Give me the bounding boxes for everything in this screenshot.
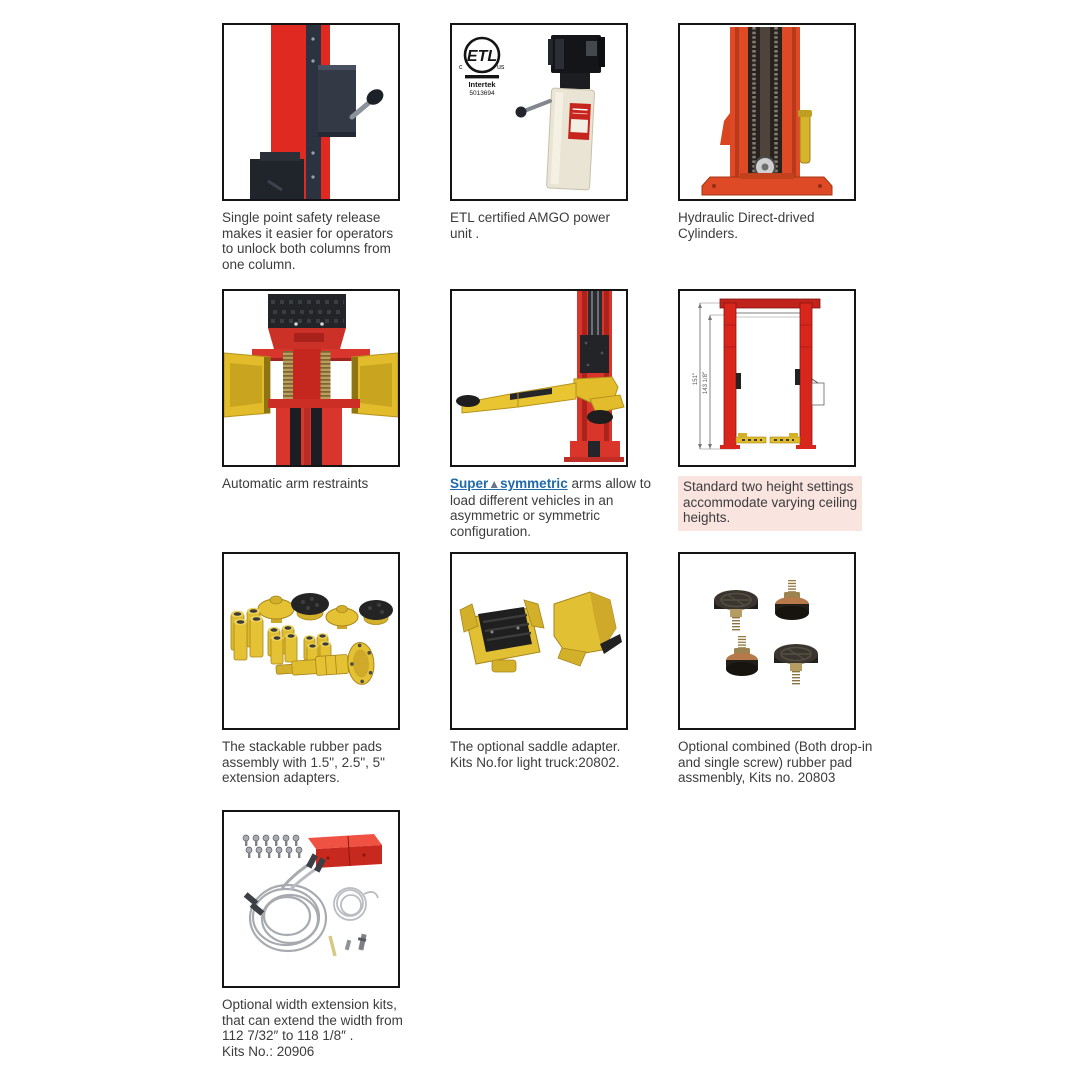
caption-line: assmenbly, Kits no. 20803 <box>678 770 836 785</box>
feature-cell-power-unit <box>450 23 660 241</box>
caption-line: Automatic arm restraints <box>222 476 369 491</box>
feature-cell-cylinders <box>678 23 888 241</box>
height-settings-diagram-frame <box>678 289 856 467</box>
oil-tank <box>546 88 594 190</box>
power-unit-caption <box>450 210 650 241</box>
caption-line: Optional combined (Both drop-in <box>678 739 873 754</box>
column-rail-right <box>782 27 800 179</box>
caption-line: that can extend the width from <box>222 1012 403 1028</box>
feature-cell-combined-pads <box>678 552 888 786</box>
caption-line: Super▲symmetric arms allow to <box>450 476 651 491</box>
base-plate <box>702 177 832 195</box>
svg-text:ETL: ETL <box>466 48 498 65</box>
rubber-pads-caption <box>222 739 422 786</box>
arm-restraints-photo-frame <box>222 289 400 467</box>
combined-pads-photo-frame <box>678 552 856 730</box>
caption-line: Kits No.: 20906 <box>222 1043 315 1059</box>
caption-line: 112 7/32″ to 118 1/8″ . <box>222 1028 354 1043</box>
lower-box <box>250 159 304 199</box>
saddle-adapter-illustration <box>452 554 626 728</box>
cylinders-caption <box>678 210 878 241</box>
arm-restraints-illustration <box>224 291 398 465</box>
cylinders-photo-frame <box>678 23 856 201</box>
latch-left <box>736 373 741 389</box>
arm-pad-inner <box>587 410 613 424</box>
power-unit-illustration <box>452 25 626 199</box>
asymmetric-arms-caption <box>450 476 650 539</box>
svg-text:5013694: 5013694 <box>469 90 495 97</box>
feature-cell-width-extension <box>222 810 432 1059</box>
release-housing <box>318 65 356 137</box>
feature-cell-saddle-adapter <box>450 552 660 770</box>
caption-line: and single screw) rubber pad <box>678 754 853 770</box>
caption-line: Hydraulic Direct-drived <box>678 210 815 225</box>
caption-line: Cylinders. <box>678 225 739 241</box>
yellow-cylinder <box>800 115 810 163</box>
feature-cell-safety-release <box>222 23 432 272</box>
latch-right <box>795 369 800 385</box>
caption-line: makes it easier for operators <box>222 225 394 241</box>
rubber-pads-illustration <box>224 554 398 728</box>
cylinder-rod <box>760 27 770 167</box>
safety-release-photo-frame <box>222 23 400 201</box>
svg-text:c: c <box>459 64 463 71</box>
caption-line: heights. <box>683 510 731 525</box>
caption-line: accommodate varying ceiling <box>683 494 858 510</box>
caption-line: Single point safety release <box>222 210 381 225</box>
arm-restraints-caption <box>222 476 422 492</box>
caption-line: load different vehicles in an <box>450 492 614 508</box>
feature-cell-rubber-pads <box>222 552 432 786</box>
cylinders-illustration <box>680 25 854 199</box>
carriage-block <box>580 335 609 373</box>
tall-extension-sleeves <box>231 608 263 660</box>
feature-cell-height-settings <box>678 289 888 531</box>
height-settings-caption <box>678 476 862 531</box>
caption-line: one column. <box>222 256 296 272</box>
saddle-adapter-caption <box>450 739 650 770</box>
dimension-label-outer: 151″ <box>693 372 699 386</box>
width-extension-photo-frame <box>222 810 400 988</box>
asymmetric-arms-illustration <box>452 291 626 465</box>
feature-cell-arm-restraints <box>222 289 432 492</box>
caption-line: extension adapters. <box>222 770 340 785</box>
width-extension-caption <box>222 997 422 1059</box>
super-asymmetric-logo: Super▲symmetric <box>450 476 568 491</box>
dimension-label-inner: 143 1/8″ <box>703 371 709 395</box>
lift-front-view-diagram <box>680 291 854 465</box>
caption-line: unit . <box>450 225 480 241</box>
power-unit-box <box>812 383 824 405</box>
combined-pads-caption <box>678 739 878 786</box>
caption-line: configuration. <box>450 523 532 539</box>
safety-release-caption <box>222 210 422 272</box>
caption-line: The optional saddle adapter. <box>450 739 621 754</box>
width-extension-illustration <box>224 812 398 986</box>
caption-line: Optional width extension kits, <box>222 997 397 1012</box>
pump-block <box>560 73 590 89</box>
svg-text:Intertek: Intertek <box>468 80 496 89</box>
arm-pad-tip <box>456 395 480 407</box>
caption-line: Kits No.for light truck:20802. <box>450 754 620 770</box>
svg-text:us: us <box>497 64 505 71</box>
asymmetric-arms-photo-frame <box>450 289 628 467</box>
feature-cell-asymmetric-arms <box>450 289 660 539</box>
rubber-pads-photo-frame <box>222 552 400 730</box>
caption-line: assembly with 1.5", 2.5", 5" <box>222 754 385 770</box>
caption-line: asymmetric or symmetric <box>450 508 601 523</box>
caption-line: ETL certified AMGO power <box>450 210 611 225</box>
caption-line: Standard two height settings <box>683 479 854 494</box>
saddle-adapter-photo-frame <box>450 552 628 730</box>
caption-line: to unlock both columns from <box>222 241 391 256</box>
triangle-icon: ▲ <box>488 477 501 491</box>
safety-release-illustration <box>224 25 398 199</box>
combined-pads-illustration <box>680 554 854 728</box>
caption-line: The stackable rubber pads <box>222 739 382 754</box>
power-unit-photo-frame <box>450 23 628 201</box>
